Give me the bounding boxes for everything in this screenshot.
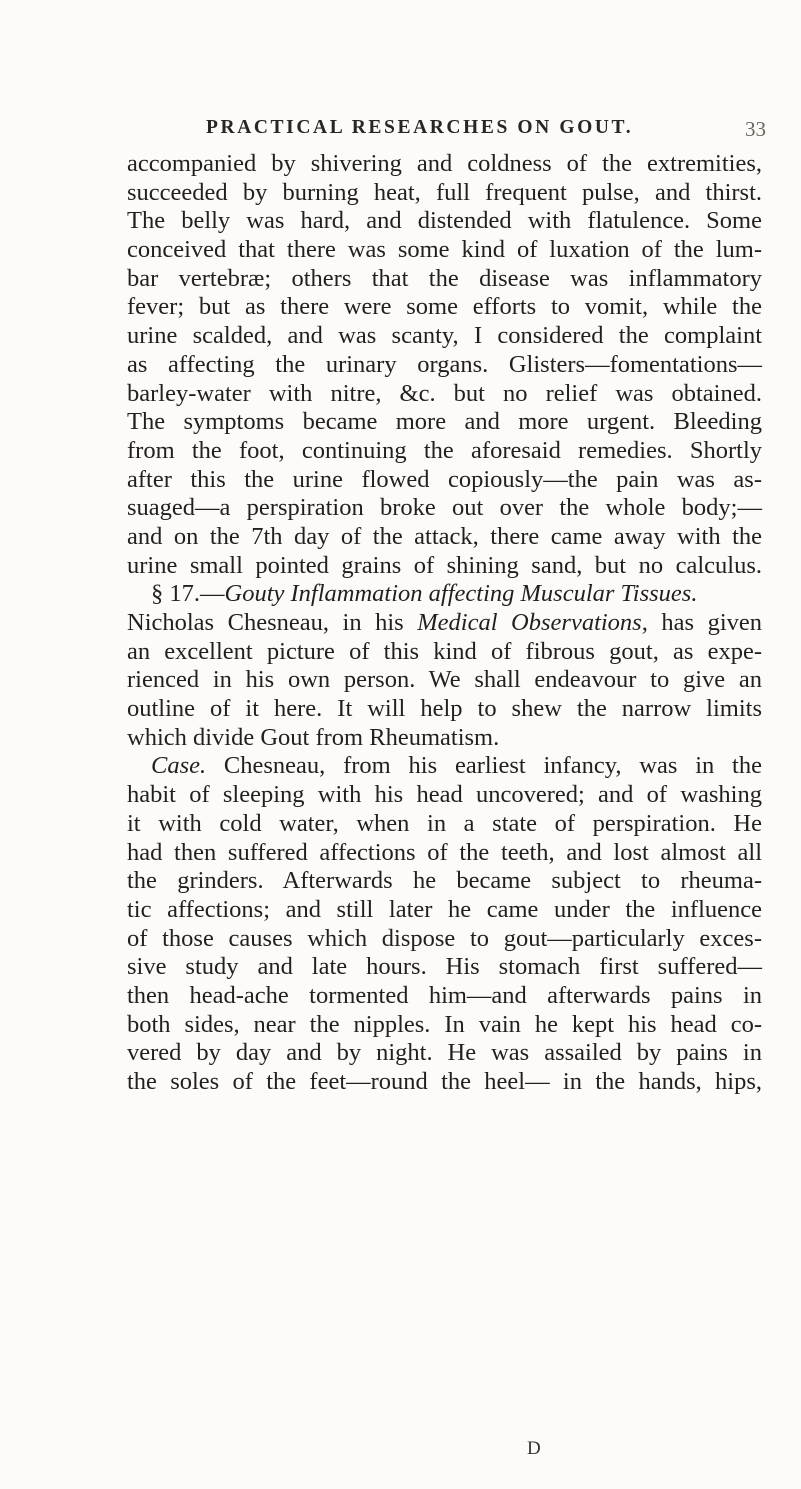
text-line: both sides, near the nipples. In vain he kept his head co- (127, 1010, 762, 1038)
text-line: bar vertebræ; others that the disease was inflammatory (127, 264, 762, 292)
text-line: rienced in his own person. We shall endeavour to give an (127, 666, 762, 694)
text-line: from the foot, continuing the aforesaid remedies. Shortly (127, 436, 762, 464)
section-number: § 17.— (151, 580, 225, 608)
body-text (127, 150, 762, 1097)
text-run: Nicholas Chesneau, in his (127, 609, 418, 636)
section-title: Gouty Inflammation affecting Muscular Tissues. (224, 580, 698, 608)
text-line: urine small pointed grains of shining sand, but no calculus. (127, 551, 762, 579)
text-line: urine scalded, and was scanty, I considered the complaint (127, 322, 762, 350)
text-run: has given (647, 609, 762, 636)
text-line: habit of sleeping with his head uncovered; and of washing (127, 781, 762, 809)
text-line: it with cold water, when in a state of perspiration. He (127, 809, 762, 837)
page-number: 33 (745, 117, 766, 141)
text-line (127, 609, 762, 638)
text-line: barley-water with nitre, &c. but no relief was obtained. (127, 379, 762, 407)
running-head (0, 117, 801, 147)
text-line: and on the 7th day of the attack, there came away with the (127, 522, 762, 550)
text-line: after this the urine flowed copiously—the pain was as- (127, 465, 762, 493)
text-line: The symptoms became more and more urgent. Bleeding (127, 408, 762, 436)
text-line: conceived that there was some kind of luxation of the lum- (127, 236, 762, 264)
text-line: fever; but as there were some efforts to vomit, while the (127, 293, 762, 321)
text-line: the grinders. Afterwards he became subject to rheuma- (127, 867, 762, 895)
text-run: Chesneau, from his earliest infancy, was in the (206, 752, 762, 780)
text-line: then head-ache tormented him—and afterwards pains in (127, 981, 762, 1009)
text-line: sive study and late hours. His stomach first suffered— (127, 953, 762, 981)
text-line: had then suffered affections of the teeth, and lost almost all (127, 838, 762, 866)
running-title: PRACTICAL RESEARCHES ON GOUT. (206, 117, 634, 138)
text-line: an excellent picture of this kind of fibrous gout, as expe- (127, 637, 762, 665)
text-line: suaged—a perspiration broke out over the whole body;— (127, 494, 762, 522)
case-label: Case. (151, 752, 207, 780)
text-line: which divide Gout from Rheumatism. (127, 723, 500, 751)
text-line: accompanied by shivering and coldness of the extremities, (127, 150, 762, 177)
text-line: succeeded by burning heat, full frequent pulse, and thirst. (127, 178, 762, 206)
text-line: the soles of the feet—round the heel— in the hands, hips, (127, 1068, 762, 1095)
text-line: tic affections; and still later he came under the influence (127, 895, 762, 923)
text-line: outline of it here. It will help to shew the narrow limits (127, 695, 762, 723)
text-line: as affecting the urinary organs. Glisters—fomentations— (127, 350, 762, 378)
text-line: of those causes which dispose to gout—particularly exces- (127, 924, 762, 952)
book-title: Medical Observations, (417, 609, 648, 636)
signature-mark: D (527, 1438, 541, 1459)
text-line: The belly was hard, and distended with flatulence. Some (127, 207, 762, 235)
text-line: vered by day and by night. He was assailed by pains in (127, 1039, 762, 1067)
text-line (127, 752, 762, 781)
section-heading (127, 580, 762, 609)
